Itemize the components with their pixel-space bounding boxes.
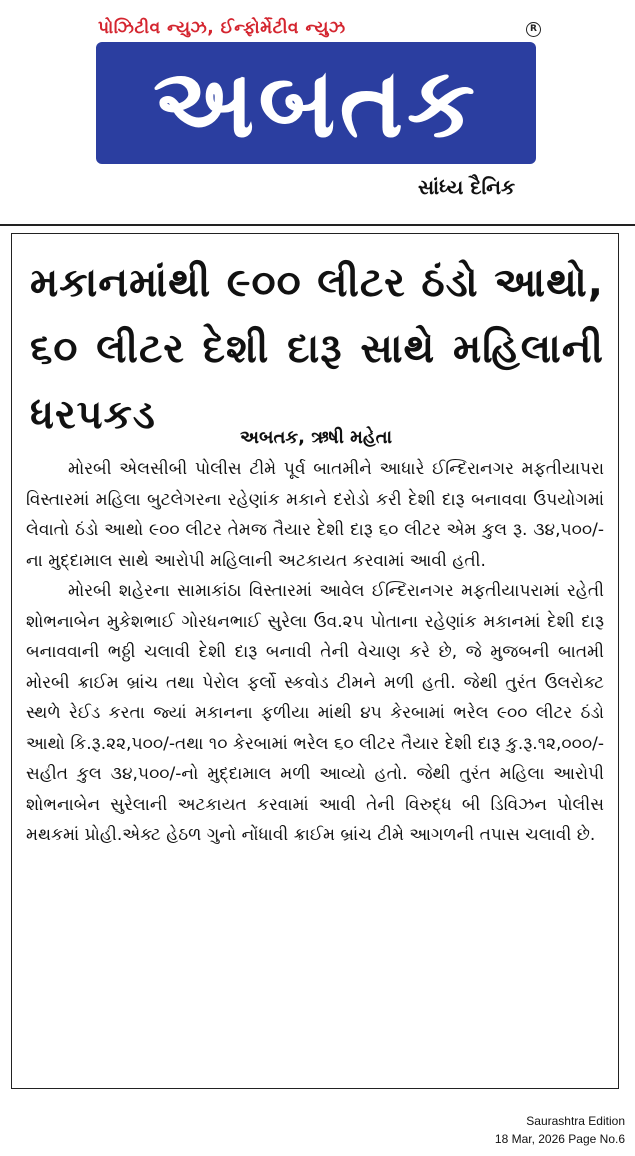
newspaper-logo: અબતક (96, 42, 536, 164)
article-box (11, 233, 619, 1089)
date-page-label: 18 Mar, 2026 Page No.6 (494, 1132, 625, 1146)
article-paragraph: મોરબી શહેરના સામાકાંઠા વિસ્તારમાં આવેલ ઈન્દિરાનગર મફતીયાપરામાં રહેતી શોભનાબેન મુકેશભાઈ ગોરધનભાઈ સુરેલા ઉવ.૨૫ પોતાના રહેણાંક મકાનમાં દેશી દારૂ બનાવવાની ભઠ્ઠી ચલાવી દેશી દારૂ બનાવી તેની વેચાણ કરે છે, જે મુજબની બાતમી મોરબી ક્રાઈમ બ્રાંચ તથા પેરોલ ફર્લો સ્કવોડ ટીમને મળી હતી. જેથી તુરંત ઉલરોક્ટ સ્થળે રેઈડ કરતા જ્યાં મકાનના ફળીયા માંથી ૪૫ કેરબામાં ભરેલ ૯૦૦ લીટર ઠંડો આથો કિ.રૂ.૨૨,૫૦૦/-તથા ૧૦ કેરબામાં ભરેલ ૬૦ લીટર તૈયાર દેશી દારૂ કુ.રૂ.૧૨,૦૦૦/- સહીત કુલ ૩૪,૫૦૦/-નો મુદ્દામાલ મળી આવ્યો હતો. જેથી તુરંત મહિલા આરોપી શોભનાબેન સુરેલાની અટકાયત કરવામાં આવી તેની વિરુદ્ધ બી ડિવિઝન પોલીસ મથકમાં પ્રોહી.એક્ટ હેઠળ ગુનો નોંધાવી ક્રાઈમ બ્રાંચ ટીમે આગળની તપાસ ચલાવી છે. (26, 581, 604, 845)
article-headline: મકાનમાંથી ૯૦૦ લીટર ઠંડો આથો, ૬૦ લીટર દેશી દારૂ સાથે મહિલાની ધરપકડ (30, 260, 604, 438)
article-byline: અબતક, ઋષી મહેતા (240, 427, 392, 448)
article-paragraph: મોરબી એલસીબી પોલીસ ટીમે પૂર્વ બાતમીને આધારે ઈન્દિરાનગર મફતીયાપરા વિસ્તારમાં મહિલા બુટલેગરના રહેણાંક મકાને દરોડો કરી દેશી દારૂ બનાવવા ઉપયોગમાં લેવાતો ઠંડો આથો ૯૦૦ લીટર તેમજ તૈયાર દેશી દારૂ ૬૦ લીટર એમ કુલ રૂ. ૩૪,૫૦૦/- ના મુદ્દામાલ સાથે આરોપી મહિલાની અટકાયત કરવામાં આવી હતી. (26, 459, 604, 571)
masthead-tagline: પોઝિટીવ ન્યુઝ, ઈન્ફોર્મેટીવ ન્યુઝ (98, 18, 346, 38)
registered-mark-icon: R (526, 22, 541, 37)
page-footer (495, 1112, 625, 1148)
edition-label: Saurashtra Edition (526, 1114, 625, 1128)
masthead-subtitle: સાંધ્ય દૈનિક (418, 175, 516, 199)
article-body (26, 454, 604, 851)
masthead-divider (0, 224, 635, 226)
masthead (0, 0, 635, 226)
